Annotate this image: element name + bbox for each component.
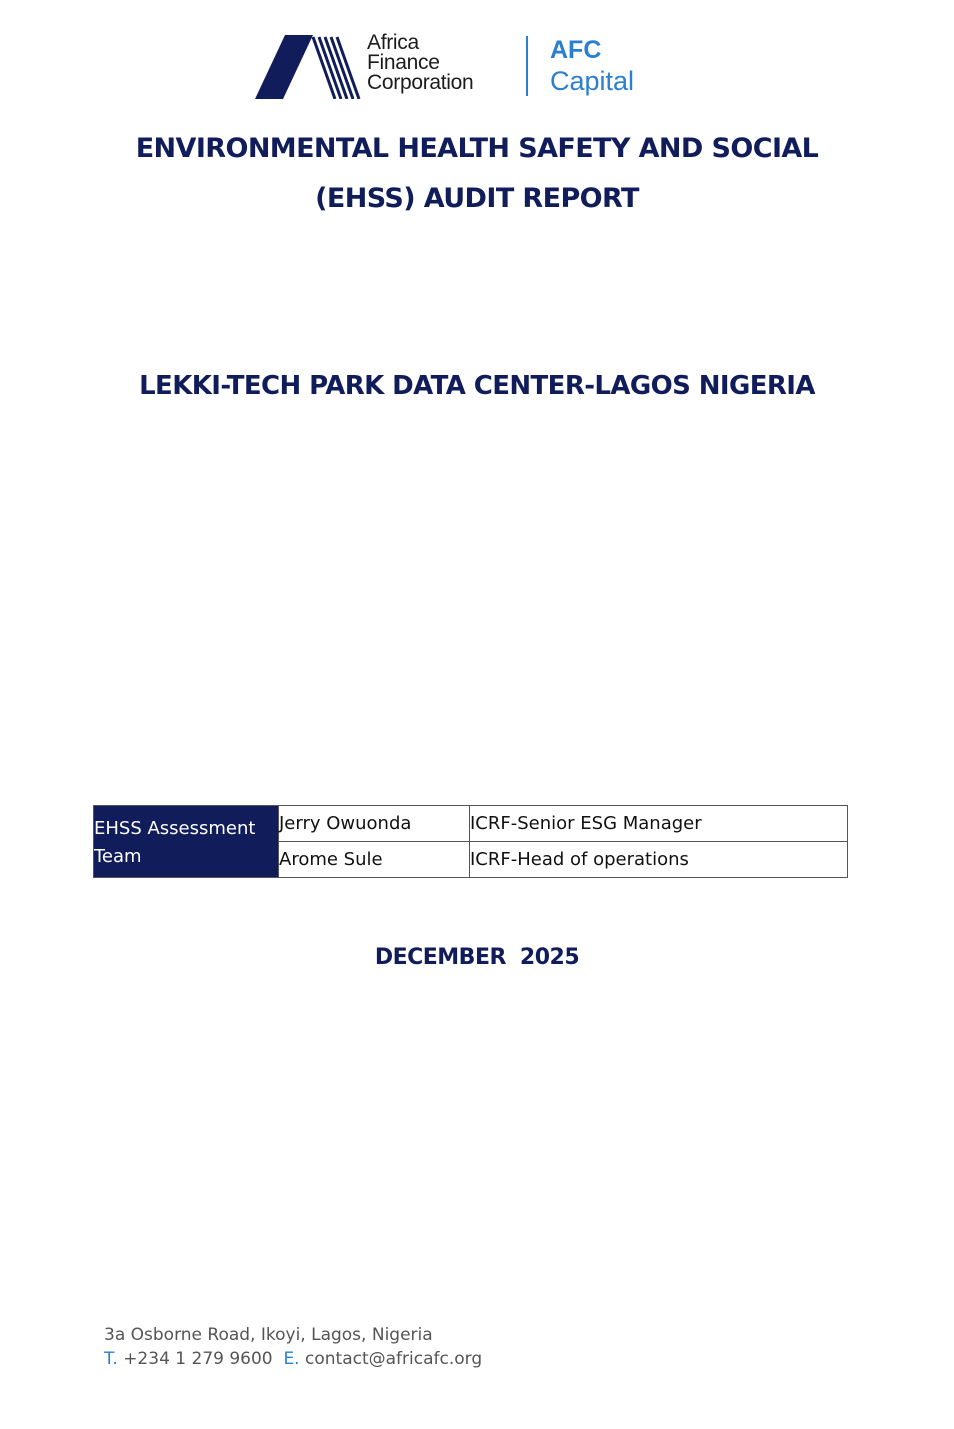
report-year: 2025 — [519, 945, 580, 970]
assessment-team-table — [93, 805, 848, 878]
report-date — [0, 945, 954, 970]
afc-logo-wordmark — [367, 33, 473, 93]
logo-name-line: Africa — [367, 31, 419, 54]
footer-email[interactable]: contact@africafc.org — [305, 1349, 483, 1369]
footer-phone: +234 1 279 9600 — [123, 1349, 273, 1369]
afc-logo — [255, 33, 655, 103]
footer-contact — [104, 1323, 482, 1371]
member-name: Jerry Owuonda — [279, 806, 470, 842]
report-month: DECEMBER — [374, 945, 506, 970]
email-tag: E. — [283, 1349, 300, 1369]
logo-capital-line: Capital — [550, 66, 635, 96]
member-name: Arome Sule — [279, 842, 470, 878]
project-title: LEKKI-TECH PARK DATA CENTER-LAGOS NIGERIA — [139, 371, 815, 401]
logo-name-line: Corporation — [367, 71, 474, 94]
logo-divider — [526, 36, 528, 96]
phone-tag: T. — [104, 1349, 118, 1369]
table-row — [94, 806, 848, 842]
footer-contact-line — [104, 1347, 482, 1371]
team-label: EHSS Assessment Team — [94, 806, 279, 878]
member-role: ICRF-Head of operations — [470, 842, 848, 878]
afc-capital-wordmark — [550, 35, 634, 97]
logo-name-line: Finance — [367, 51, 440, 74]
report-title-line: (EHSS) AUDIT REPORT — [315, 183, 639, 214]
report-title-line: ENVIRONMENTAL HEALTH SAFETY AND SOCIAL — [135, 133, 819, 164]
afc-logo-mark-icon — [255, 35, 365, 99]
report-title — [0, 124, 954, 224]
footer-address: 3a Osborne Road, Ikoyi, Lagos, Nigeria — [104, 1325, 433, 1345]
logo-capital-line: AFC — [550, 36, 602, 64]
member-role: ICRF-Senior ESG Manager — [470, 806, 848, 842]
